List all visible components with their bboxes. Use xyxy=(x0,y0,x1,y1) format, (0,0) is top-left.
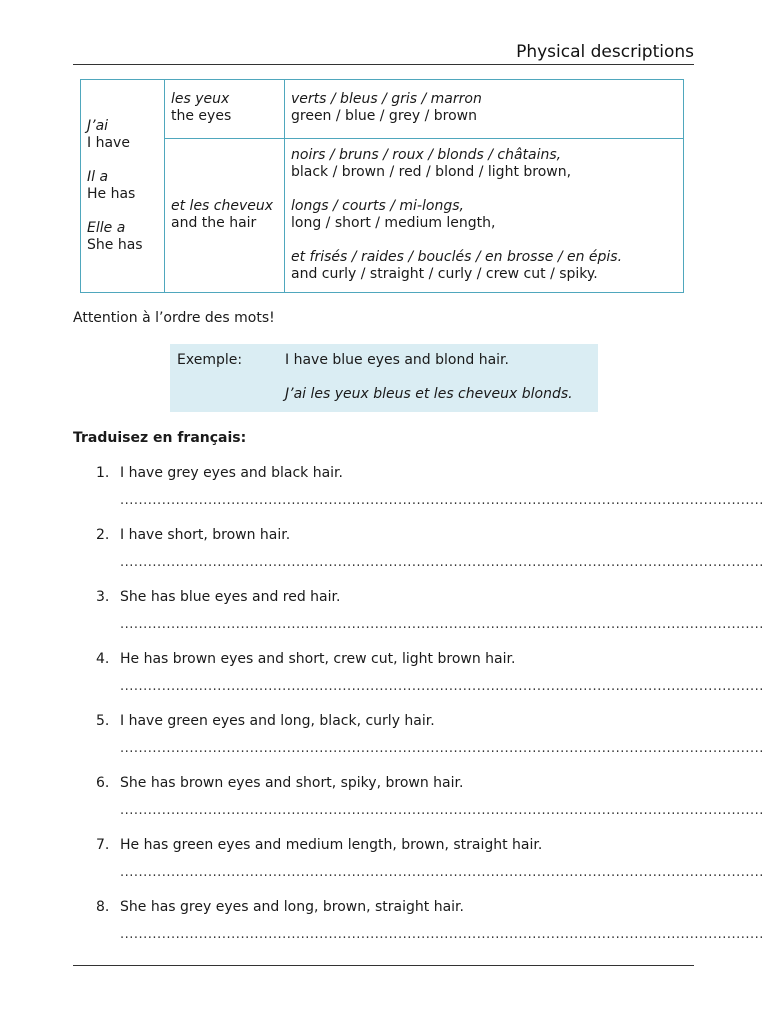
example-english: I have blue eyes and blond hair. xyxy=(285,352,509,368)
answer-line[interactable]: ........................................................................................................................................... xyxy=(120,679,764,694)
item-number: 7. xyxy=(96,837,110,853)
exercise-item xyxy=(0,651,768,709)
eyes-label-en: the eyes xyxy=(171,108,232,124)
exercise-item xyxy=(0,775,768,833)
item-number: 4. xyxy=(96,651,110,667)
item-number: 5. xyxy=(96,713,110,729)
exercise-title: Traduisez en français: xyxy=(73,430,247,446)
footer-rule xyxy=(73,965,694,966)
exercise-item xyxy=(0,899,768,957)
exercise-item xyxy=(0,465,768,523)
eyes-label-fr: les yeux xyxy=(171,91,230,107)
hair-styles-fr: et frisés / raides / bouclés / en brosse / en épis. xyxy=(291,249,623,265)
hair-label-cell xyxy=(171,198,273,232)
item-number: 3. xyxy=(96,589,110,605)
answer-line[interactable]: ........................................................................................................................................... xyxy=(120,493,764,508)
answer-line[interactable]: ........................................................................................................................................... xyxy=(120,617,764,632)
subject-fr: Il a xyxy=(87,169,109,185)
hair-label-fr: et les cheveux xyxy=(171,198,274,214)
subject-en: She has xyxy=(87,237,143,253)
item-sentence: I have green eyes and long, black, curly hair. xyxy=(120,713,435,729)
answer-line[interactable]: ........................................................................................................................................... xyxy=(120,865,764,880)
item-sentence: I have grey eyes and black hair. xyxy=(120,465,343,481)
subject-cell xyxy=(87,118,143,254)
hair-styles-en: and curly / straight / curly / crew cut / spiky. xyxy=(291,266,598,282)
header-rule xyxy=(73,64,694,65)
answer-line[interactable]: ........................................................................................................................................... xyxy=(120,741,764,756)
hair-colours-en: black / brown / red / blond / light brown, xyxy=(291,164,572,180)
exercise-item xyxy=(0,527,768,585)
hair-colours-fr: noirs / bruns / roux / blonds / châtains, xyxy=(291,147,562,163)
table-divider xyxy=(284,80,285,292)
subject-fr: Elle a xyxy=(87,220,126,236)
item-number: 2. xyxy=(96,527,110,543)
vocab-table xyxy=(80,79,684,293)
item-number: 8. xyxy=(96,899,110,915)
eyes-label-cell xyxy=(171,91,231,125)
answer-line[interactable]: ........................................................................................................................................... xyxy=(120,927,764,942)
hair-label-en: and the hair xyxy=(171,215,257,231)
eyes-options-en: green / blue / grey / brown xyxy=(291,108,478,124)
example-box xyxy=(170,344,598,412)
attention-note: Attention à l’ordre des mots! xyxy=(73,310,275,326)
exercise-item xyxy=(0,589,768,647)
item-number: 1. xyxy=(96,465,110,481)
answer-line[interactable]: ........................................................................................................................................... xyxy=(120,803,764,818)
item-sentence: She has blue eyes and red hair. xyxy=(120,589,341,605)
item-sentence: She has brown eyes and short, spiky, brown hair. xyxy=(120,775,464,791)
item-sentence: He has green eyes and medium length, brown, straight hair. xyxy=(120,837,543,853)
exercise-item xyxy=(0,837,768,895)
item-sentence: She has grey eyes and long, brown, straight hair. xyxy=(120,899,464,915)
table-divider xyxy=(164,138,683,139)
hair-options-cell xyxy=(291,147,622,283)
table-divider xyxy=(164,80,165,292)
subject-en: He has xyxy=(87,186,136,202)
subject-fr: J’ai xyxy=(87,118,109,134)
item-sentence: He has brown eyes and short, crew cut, light brown hair. xyxy=(120,651,516,667)
eyes-options-fr: verts / bleus / gris / marron xyxy=(291,91,482,107)
item-number: 6. xyxy=(96,775,110,791)
exercise-item xyxy=(0,713,768,771)
subject-en: I have xyxy=(87,135,130,151)
example-french: J’ai les yeux bleus et les cheveux blonds. xyxy=(285,386,573,402)
answer-line[interactable]: ........................................................................................................................................... xyxy=(120,555,764,570)
item-sentence: I have short, brown hair. xyxy=(120,527,291,543)
eyes-options-cell xyxy=(291,91,482,125)
page-title: Physical descriptions xyxy=(516,42,694,62)
hair-lengths-en: long / short / medium length, xyxy=(291,215,496,231)
hair-lengths-fr: longs / courts / mi-longs, xyxy=(291,198,464,214)
example-label: Exemple: xyxy=(177,352,243,368)
